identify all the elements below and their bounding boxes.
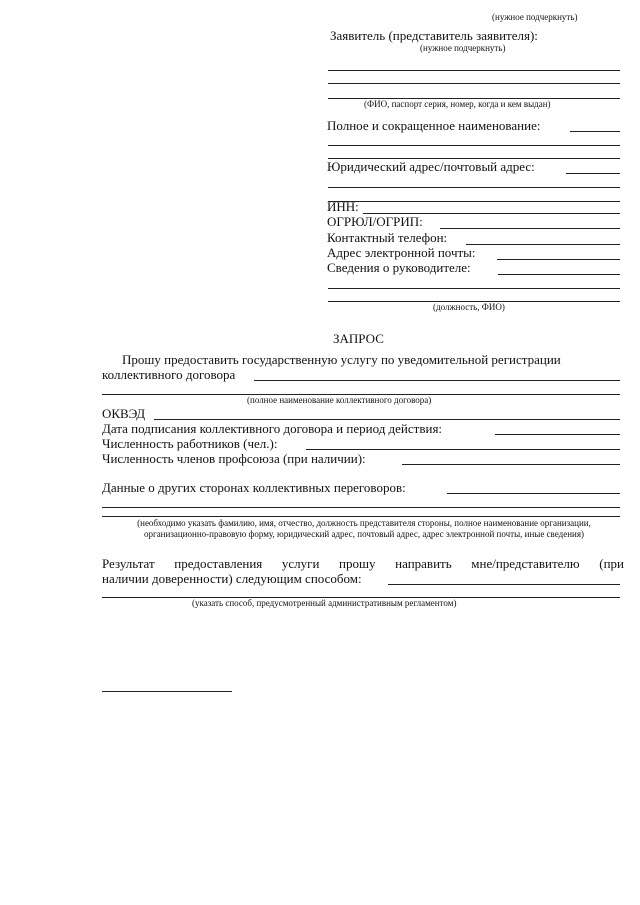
legal-address-line-2[interactable] [328, 201, 620, 202]
applicant-line-2[interactable] [328, 83, 620, 84]
okved-line[interactable] [154, 419, 620, 420]
fio-note: (ФИО, паспорт серия, номер, когда и кем выдан) [364, 99, 551, 109]
applicant-label: Заявитель (представитель заявителя): [330, 28, 538, 43]
underline-note-top: (нужное подчеркнуть) [492, 12, 578, 22]
union-members-label: Численность членов профсоюза (при наличии): [102, 451, 366, 466]
phone-label: Контактный телефон: [327, 230, 448, 245]
head-info-label: Сведения о руководителе: [327, 260, 471, 275]
employees-line[interactable] [306, 449, 620, 450]
other-parties-label: Данные о других сторонах коллективных переговоров: [102, 480, 406, 495]
legal-address-line-1[interactable] [328, 187, 620, 188]
legal-address-label: Юридический адрес/почтовый адрес: [327, 159, 535, 174]
ogrn-line[interactable] [440, 228, 620, 229]
legal-address-line-inline[interactable] [566, 173, 620, 174]
other-parties-note: (необходимо указать фамилию, имя, отчество, должность представителя стороны, полное наименование организации, организационно-правовую форму, юридический адрес, почтовый адрес, адрес электронной почты, иные сведения) [137, 518, 591, 539]
email-label: Адрес электронной почты: [327, 245, 476, 260]
request-text: Прошу предоставить государственную услугу по уведомительной регистрации [122, 352, 561, 367]
ogrn-label: ОГРЮЛ/ОГРИП: [327, 214, 423, 229]
email-line[interactable] [497, 259, 620, 260]
union-members-line[interactable] [402, 464, 620, 465]
full-name-label: Полное и сокращенное наименование: [327, 118, 541, 133]
head-info-line-inline[interactable] [498, 274, 620, 275]
head-info-line-1[interactable] [328, 288, 620, 289]
applicant-line-1[interactable] [328, 70, 620, 71]
signature-line[interactable] [102, 691, 232, 692]
contract-note: (полное наименование коллективного договора) [247, 395, 432, 405]
okved-label: ОКВЭД [102, 406, 146, 421]
method-note: (указать способ, предусмотренный административным регламентом) [192, 598, 457, 608]
result-text-line2: наличии доверенности) следующим способом: [102, 571, 362, 586]
page-title: ЗАПРОС [333, 331, 384, 346]
phone-line[interactable] [466, 244, 620, 245]
contract-label: коллективного договора [102, 367, 236, 382]
result-text-line1: Результат предоставления услуги прошу направить мне/представителю (при [102, 556, 624, 571]
other-parties-line-1[interactable] [102, 507, 620, 508]
full-name-line-1[interactable] [328, 145, 620, 146]
underline-note: (нужное подчеркнуть) [420, 43, 506, 53]
signing-date-label: Дата подписания коллективного договора и период действия: [102, 421, 443, 436]
other-parties-line-2[interactable] [102, 516, 620, 517]
position-note: (должность, ФИО) [433, 302, 505, 312]
other-parties-line-inline[interactable] [447, 493, 620, 494]
employees-label: Численность работников (чел.): [102, 436, 278, 451]
contract-line-inline[interactable] [254, 380, 620, 381]
inn-label: ИНН: [327, 199, 359, 214]
signing-date-line[interactable] [495, 434, 620, 435]
full-name-line-inline[interactable] [570, 131, 620, 132]
result-line-inline[interactable] [388, 584, 620, 585]
